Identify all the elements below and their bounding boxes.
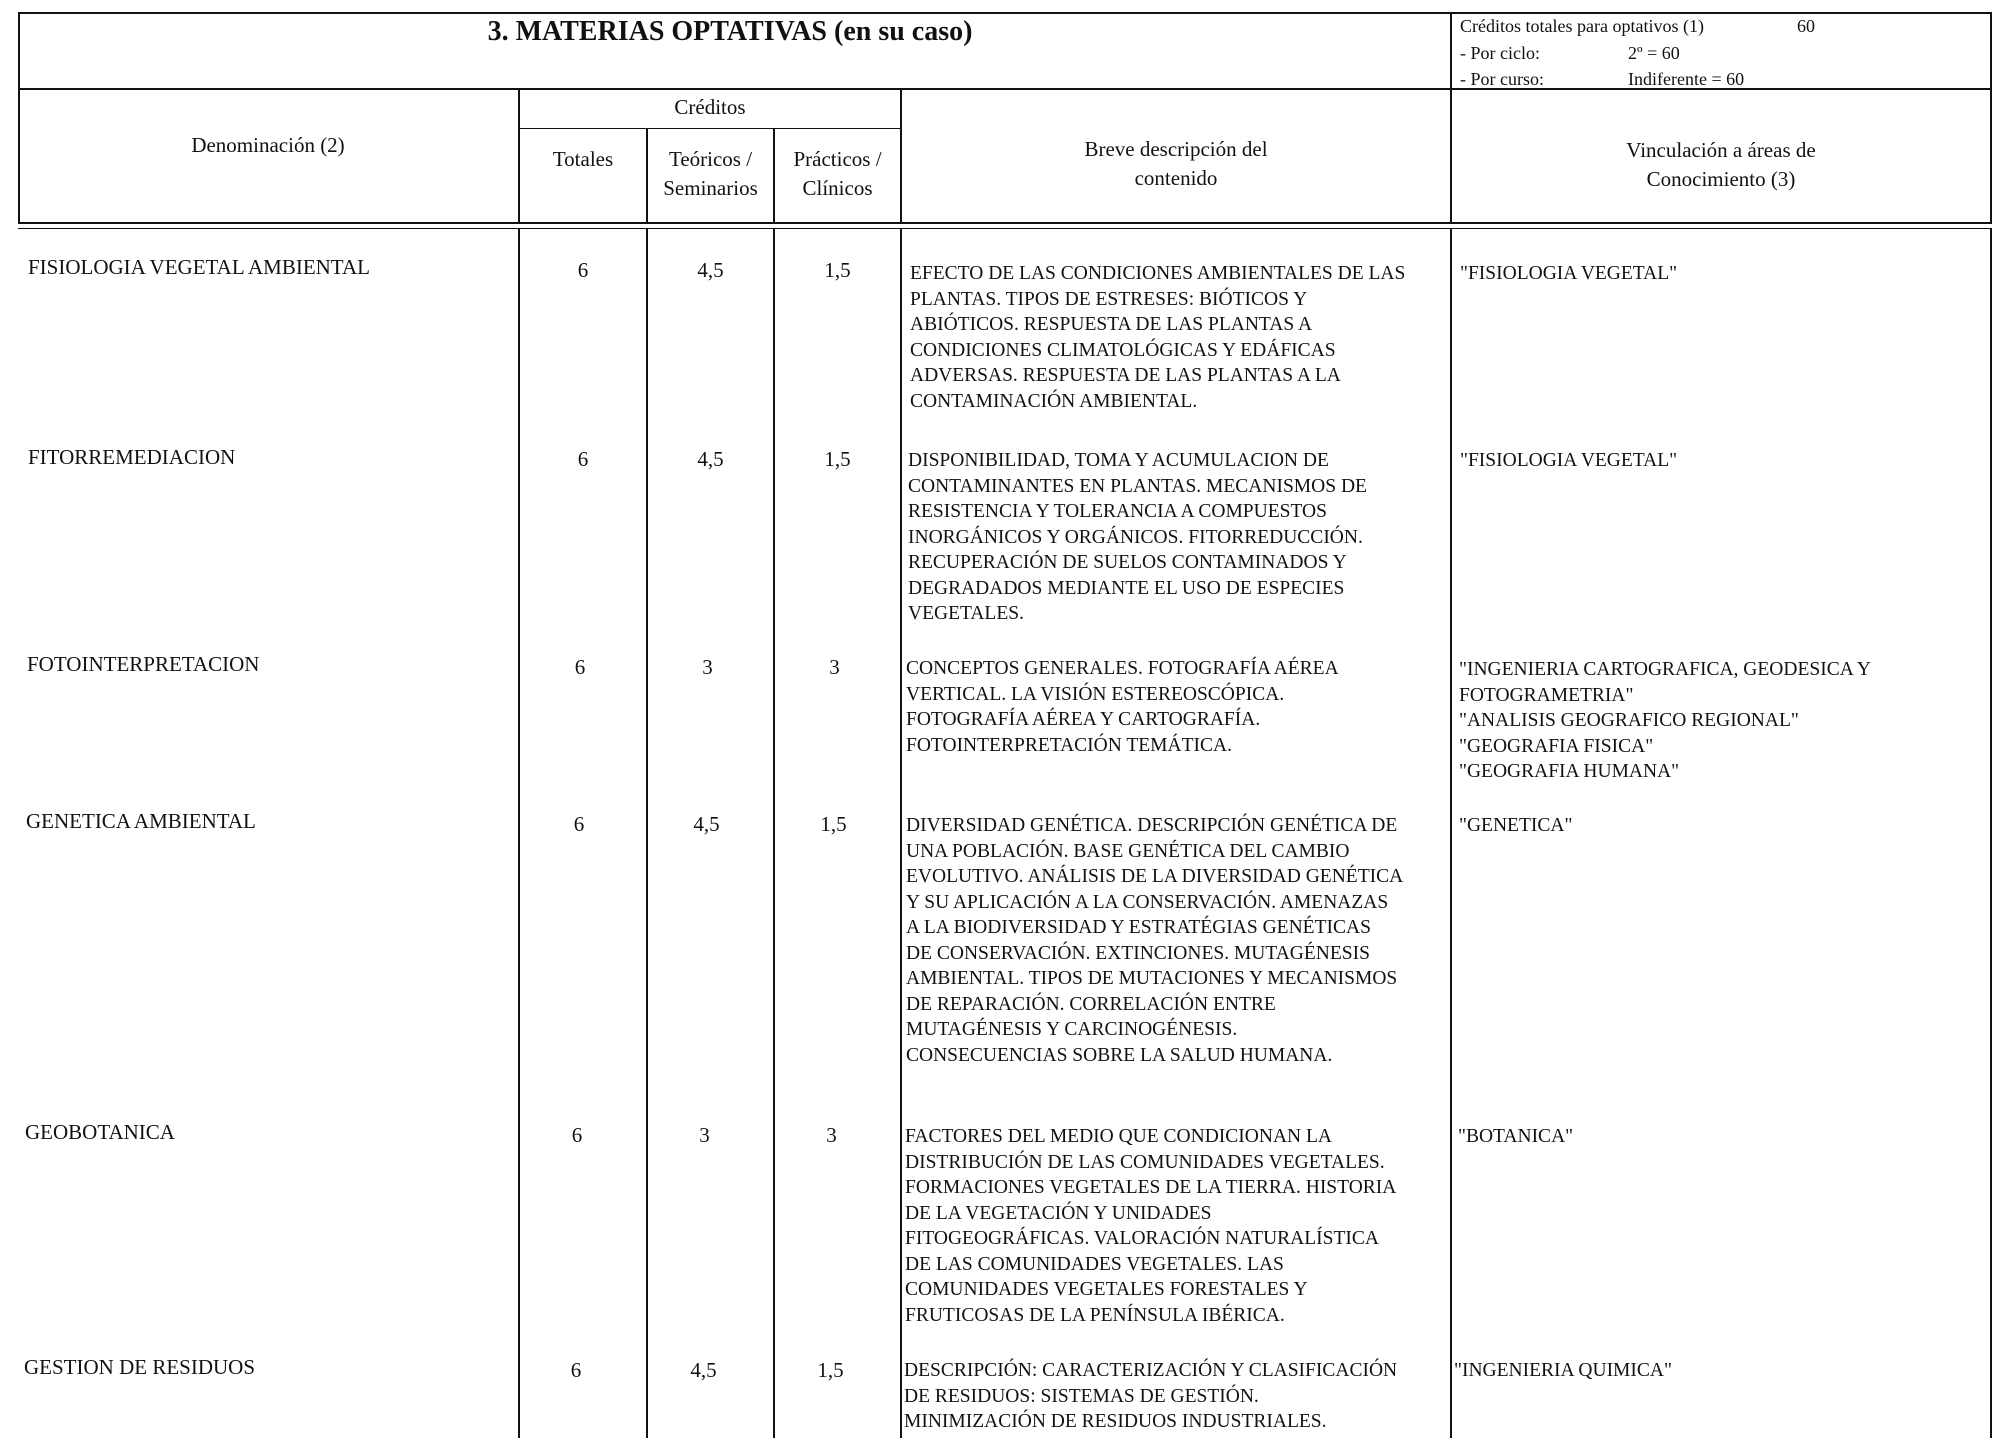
- row-6-practicos: 1,5: [817, 1358, 844, 1382]
- col-header-creditos: Créditos: [674, 95, 746, 119]
- body-right-border: [1990, 228, 1992, 1438]
- row-6-name: GESTION DE RESIDUOS: [24, 1355, 255, 1379]
- body-col-line-5: [1450, 228, 1452, 1438]
- row-6-totales: 6: [570, 1358, 582, 1382]
- row-3-vinculacion: "INGENIERIA CARTOGRAFICA, GEODESICA Y FOTOGRAMETRIA" "ANALISIS GEOGRAFICO REGIONAL" "GEOGRAFIA FISICA" "GEOGRAFIA HUMANA": [1459, 659, 1871, 782]
- row-3-practicos: 3: [829, 655, 840, 679]
- page-title: 3. MATERIAS OPTATIVAS (en su caso): [487, 16, 973, 47]
- por-ciclo-label: - Por ciclo:: [1460, 43, 1540, 63]
- body-col-line-4: [900, 228, 902, 1438]
- totals-value: 60: [1797, 16, 1815, 36]
- row-2-totales: 6: [577, 447, 589, 471]
- row-5-teoricos: 3: [699, 1123, 710, 1147]
- totals-label: Créditos totales para optativos (1): [1460, 16, 1704, 36]
- por-curso-value: Indiferente = 60: [1628, 69, 1745, 89]
- row-5-vinculacion: "BOTANICA": [1458, 1126, 1574, 1147]
- row-5-name: GEOBOTANICA: [25, 1120, 175, 1144]
- top-border: [18, 12, 1992, 14]
- row-4-totales: 6: [573, 812, 585, 836]
- col-header-denominacion: Denominación (2): [191, 133, 345, 157]
- row-1-practicos: 1,5: [824, 258, 851, 282]
- col-header-practicos: Prácticos / Clínicos: [793, 147, 882, 200]
- header-bottom-line: [18, 222, 1992, 224]
- creditos-subheader-line: [518, 128, 902, 129]
- row-1-totales: 6: [577, 258, 589, 282]
- row-5-totales: 6: [571, 1123, 583, 1147]
- por-curso-label: - Por curso:: [1460, 69, 1544, 89]
- col-header-descripcion: Breve descripción del contenido: [1084, 137, 1268, 190]
- row-4-practicos: 1,5: [820, 812, 847, 836]
- row-2-descripcion: DISPONIBILIDAD, TOMA Y ACUMULACION DE CONTAMINANTES EN PLANTAS. MECANISMOS DE RESISTENCIA Y TOLERANCIA A COMPUESTOS INORGÁNICOS Y ORGÁNICOS. FITORREDUCCIÓN. RECUPERACIÓN DE SUELOS CONTAMINADOS Y DEGRADADOS MEDIANTE EL USO DE ESPECIES VEGETALES.: [908, 450, 1367, 624]
- col-header-teoricos: Teóricos / Seminarios: [663, 147, 758, 200]
- row-4-descripcion: DIVERSIDAD GENÉTICA. DESCRIPCIÓN GENÉTICA DE UNA POBLACIÓN. BASE GENÉTICA DEL CAMBIO EVOLUTIVO. ANÁLISIS DE LA DIVERSIDAD GENÉTICA Y SU APLICACIÓN A LA CONSERVACIÓN. AMENAZAS A LA BIODIVERSIDAD Y ESTRATÉGIAS GENÉTICAS DE CONSERVACIÓN. EXTINCIONES. MUTAGÉNESIS AMBIENTAL. TIPOS DE MUTACIONES Y MECANISMOS DE REPARACIÓN. CORRELACIÓN ENTRE MUTAGÉNESIS Y CARCINOGÉNESIS. CONSECUENCIAS SOBRE LA SALUD HUMANA.: [906, 815, 1404, 1066]
- por-ciclo-value: 2º = 60: [1628, 43, 1680, 63]
- right-border: [1990, 12, 1992, 224]
- row-4-teoricos: 4,5: [693, 812, 720, 836]
- row-5-descripcion: FACTORES DEL MEDIO QUE CONDICIONAN LA DISTRIBUCIÓN DE LAS COMUNIDADES VEGETALES. FORMACIONES VEGETALES DE LA TIERRA. HISTORIA DE LA VEGETACIÓN Y UNIDADES FITOGEOGRÁFICAS. VALORACIÓN NATURALÍSTICA DE LAS COMUNIDADES VEGETALES. LAS COMUNIDADES VEGETALES FORESTALES Y FRUTICOSAS DE LA PENÍNSULA IBÉRICA.: [905, 1126, 1397, 1326]
- row-3-totales: 6: [574, 655, 586, 679]
- row-6-teoricos: 4,5: [690, 1358, 717, 1382]
- row-4-name: GENETICA AMBIENTAL: [26, 809, 256, 833]
- row-3-descripcion: CONCEPTOS GENERALES. FOTOGRAFÍA AÉREA VERTICAL. LA VISIÓN ESTEREOSCÓPICA. FOTOGRAFÍA AÉREA Y CARTOGRAFÍA. FOTOINTERPRETACIÓN TEMÁTICA.: [906, 658, 1339, 756]
- row-3-teoricos: 3: [702, 655, 713, 679]
- row-3-name: FOTOINTERPRETACION: [27, 652, 260, 676]
- row-1-teoricos: 4,5: [697, 258, 724, 282]
- row-4-vinculacion: "GENETICA": [1459, 815, 1573, 836]
- row-5-practicos: 3: [826, 1123, 837, 1147]
- row-6-vinculacion: "INGENIERIA QUIMICA": [1454, 1360, 1672, 1381]
- header-bottom-line-2: [18, 228, 1992, 229]
- row-2-vinculacion: "FISIOLOGIA VEGETAL": [1460, 450, 1678, 471]
- row-1-name: FISIOLOGIA VEGETAL AMBIENTAL: [28, 255, 370, 279]
- col-header-vinculacion: Vinculación a áreas de Conocimiento (3): [1626, 138, 1816, 191]
- row-6-descripcion: DESCRIPCIÓN: CARACTERIZACIÓN Y CLASIFICACIÓN DE RESIDUOS: SISTEMAS DE GESTIÓN. MINIMIZACIÓN DE RESIDUOS INDUSTRIALES.: [904, 1360, 1398, 1432]
- row-1-descripcion: EFECTO DE LAS CONDICIONES AMBIENTALES DE LAS PLANTAS. TIPOS DE ESTRESES: BIÓTICOS Y ABIÓTICOS. RESPUESTA DE LAS PLANTAS A CONDICIONES CLIMATOLÓGICAS Y EDÁFICAS ADVERSAS. RESPUESTA DE LAS PLANTAS A LA CONTAMINACIÓN AMBIENTAL.: [910, 263, 1406, 412]
- col-header-totales: Totales: [552, 147, 614, 171]
- row-2-teoricos: 4,5: [697, 447, 724, 471]
- row-2-practicos: 1,5: [824, 447, 851, 471]
- row-2-name: FITORREMEDIACION: [28, 445, 236, 469]
- row-1-vinculacion: "FISIOLOGIA VEGETAL": [1460, 263, 1678, 284]
